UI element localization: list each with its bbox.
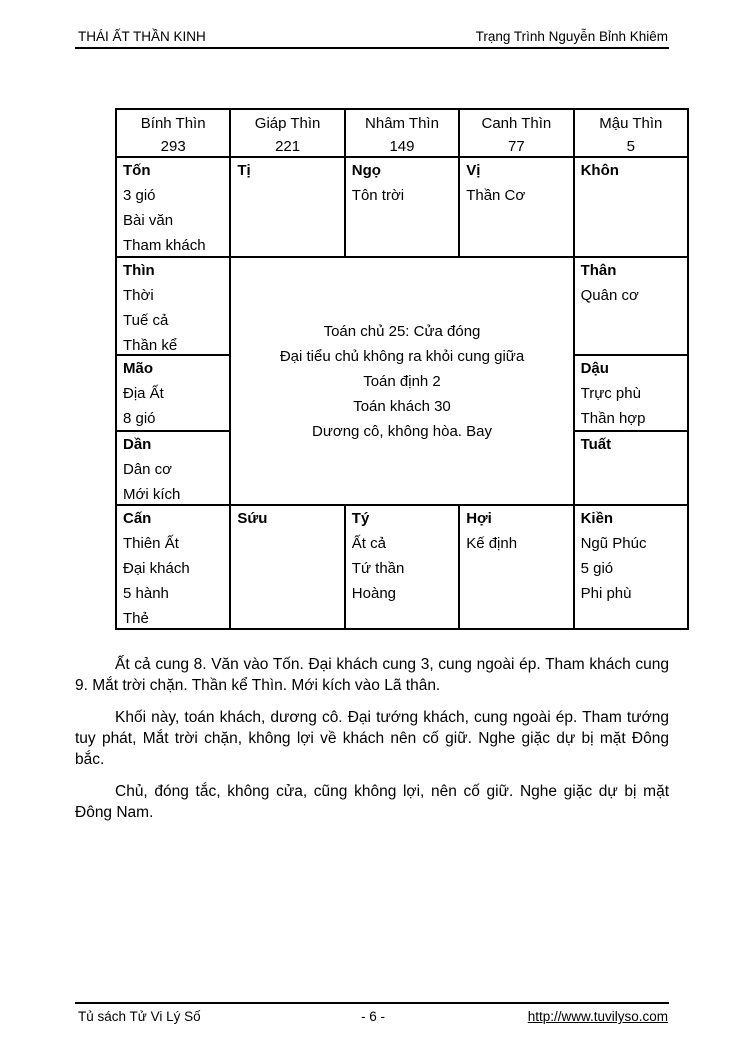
palace-title: Tị [237,162,251,179]
palace-cell-tuat [574,431,688,505]
palace-line: Bài văn [123,212,174,229]
palace-cell-ty [345,505,459,629]
palace-line: 3 gió [123,187,156,204]
palace-title: Khôn [580,162,619,179]
palace-title: Cấn [123,510,152,527]
palace-line: Thần Cơ [466,187,526,204]
palace-title: Dậu [580,360,609,377]
palace-cell-dau [574,355,688,431]
palace-line: Ngũ Phúc [580,535,647,552]
center-result-cell [230,257,573,505]
year-name: Mậu Thìn [599,115,663,132]
palace-line: Hoàng [351,585,396,602]
palace-line: Đại khách [123,560,190,577]
palace-title: Ngọ [351,162,381,179]
year-name: Canh Thìn [481,115,552,132]
year-cell-mau-thin [574,109,688,157]
palace-line: 5 gió [580,560,614,577]
palace-cell-can [116,505,230,629]
palace-cell-suu [230,505,344,629]
palace-cell-mao [116,355,230,431]
year-name: Bính Thìn [140,115,206,132]
palace-title: Mão [123,360,153,377]
palace-line: Trực phù [580,385,641,402]
year-value: 293 [160,138,186,155]
palace-line: Tuế cả [123,312,169,329]
palace-title: Thìn [123,262,155,279]
center-line: Dương cô, không hòa. Bay [311,422,492,440]
center-line: Toán chủ 25: Cửa đóng [323,322,481,340]
palace-cell-kien [574,505,688,629]
palace-title: Sứu [237,510,268,527]
year-value: 149 [389,138,415,155]
year-cell-giap-thin [230,109,344,157]
center-line: Đại tiểu chủ không ra khỏi cung giữa [279,347,525,365]
palace-cell-ngo [345,157,459,257]
palace-line: Mới kích [123,486,181,503]
palace-line: Thần kể [123,337,178,354]
year-name: Nhâm Thìn [365,115,439,132]
palace-cell-thin [116,257,230,355]
book-title: THÁI ẤT THẦN KINH [78,29,206,44]
palace-cell-than [574,257,688,355]
year-cell-binh-thin [116,109,230,157]
palace-line: Thời [123,287,154,304]
palace-line: Dân cơ [123,461,173,478]
year-name: Giáp Thìn [254,115,321,132]
page-footer [78,1008,668,1025]
palace-line: Tôn trời [351,187,405,204]
palace-line: 5 hành [123,585,169,602]
palace-line: Quân cơ [580,287,639,304]
palace-cell-ti [230,157,344,257]
palace-title: Hợi [466,510,492,527]
page-number: - 6 - [361,1009,386,1024]
palace-title: Vị [466,162,481,179]
header-rule [75,47,669,49]
center-line: Toán định 2 [363,372,441,390]
palace-line: Thẻ [123,610,149,627]
palace-title: Thân [580,262,617,279]
palace-line: Tứ thần [351,560,405,577]
palace-line: Thần hợp [580,410,646,427]
divination-grid [115,108,689,630]
author-name: Trạng Trình Nguyễn Bỉnh Khiêm [475,29,668,44]
palace-cell-ton [116,157,230,257]
footer-rule [75,1002,669,1004]
year-value: 5 [626,138,635,155]
footer-website-link[interactable]: http://www.tuvilyso.com [527,1009,669,1024]
palace-title: Dần [123,436,152,453]
footer-series-name: Tủ sách Tử Vi Lý Số [78,1009,201,1024]
year-cell-canh-thin [459,109,573,157]
commentary-text [75,654,669,823]
year-cell-nham-thin [345,109,459,157]
palace-title: Tốn [123,162,151,179]
center-line: Toán khách 30 [353,397,451,415]
year-value: 77 [508,138,525,155]
palace-line: Kế định [466,535,518,552]
palace-title: Kiền [580,510,614,527]
palace-line: Phi phù [580,585,632,602]
palace-line: Ất cả [351,535,386,552]
paragraph-1: Ất cả cung 8. Văn vào Tốn. Đại khách cung 3, cung ngoài ép. Tham khách cung 9. Mắt trời chặn. Thần kể Thìn. Mới kích vào Lã thân. [75,656,669,694]
palace-title: Tý [351,510,370,527]
palace-cell-khon [574,157,688,257]
running-head [78,29,668,45]
palace-cell-hoi [459,505,573,629]
palace-line: Thiên Ất [123,535,179,552]
year-value: 221 [275,138,301,155]
palace-cell-dan [116,431,230,505]
palace-line: 8 gió [123,410,156,427]
paragraph-3: Chủ, đóng tắc, không cửa, cũng không lợi, nên cố giữ. Nghe giặc dự bị mặt Đông Nam. [75,783,669,821]
palace-line: Địa Ất [123,385,164,402]
paragraph-2: Khối này, toán khách, dương cô. Đại tướng khách, cung ngoài ép. Tham tướng tuy phát, Mắt trời chặn, không lợi về khách nên cố giữ. Nghe giặc dự bị mặt Đông bắc. [75,709,669,768]
palace-cell-vi [459,157,573,257]
palace-title: Tuất [580,436,612,453]
palace-line: Tham khách [123,237,206,254]
